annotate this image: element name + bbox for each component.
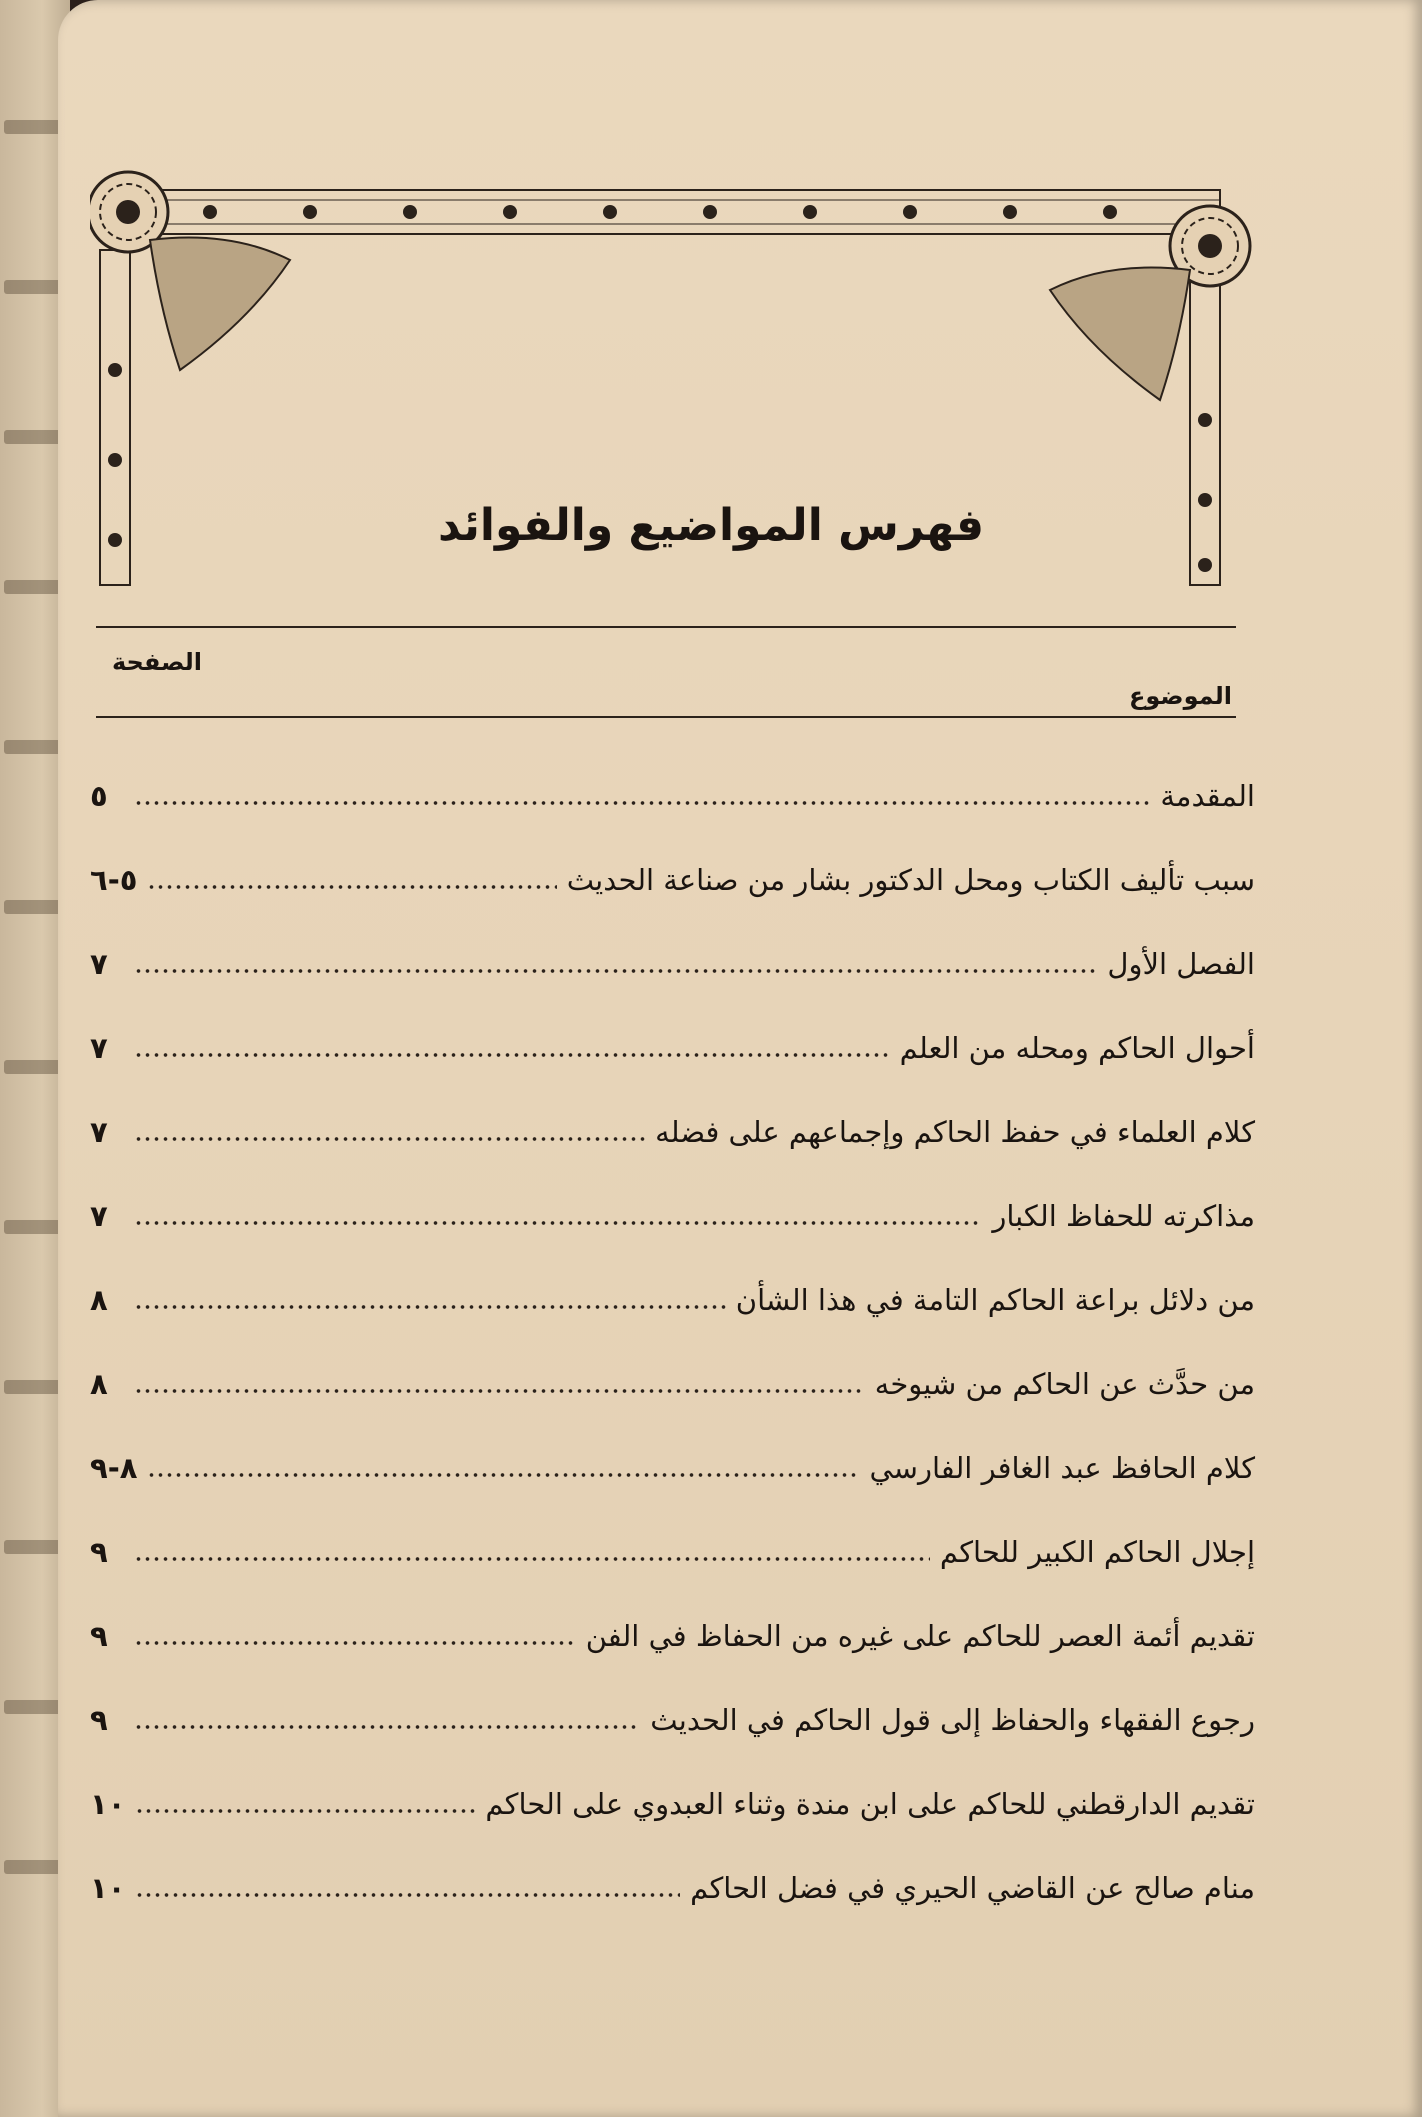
dot-leader <box>134 1305 726 1309</box>
toc-entry-topic: إجلال الحاكم الكبير للحاكم <box>939 1535 1255 1569</box>
toc-entry-topic: أحوال الحاكم ومحله من العلم <box>899 1031 1255 1065</box>
toc-entry-topic: من دلائل براعة الحاكم التامة في هذا الشأن <box>735 1283 1255 1317</box>
toc-entry <box>90 938 1255 990</box>
toc-entry-topic: كلام الحافظ عبد الغافر الفارسي <box>869 1451 1255 1485</box>
dot-leader <box>134 1221 982 1225</box>
toc-entry-topic: منام صالح عن القاضي الحيري في فضل الحاكم <box>690 1871 1255 1905</box>
toc-entry-topic: المقدمة <box>1160 779 1255 813</box>
toc-entry-page: ٧ <box>90 1115 108 1149</box>
toc-entry-page: ٧ <box>90 947 108 981</box>
dot-leader <box>134 1389 865 1393</box>
toc-entry <box>90 770 1255 822</box>
toc-entry <box>90 1106 1255 1158</box>
dot-leader <box>134 1557 930 1561</box>
toc-entry <box>90 1022 1255 1074</box>
toc-entry-topic: من حدَّث عن الحاكم من شيوخه <box>874 1367 1255 1401</box>
dot-leader <box>135 1809 475 1813</box>
header-rule-top <box>96 626 1236 628</box>
toc-entry <box>90 1274 1255 1326</box>
toc-entry-page: ٩ <box>90 1535 108 1569</box>
toc-entry-page: ٧ <box>90 1031 108 1065</box>
toc-entry-page: ٨ <box>90 1283 108 1317</box>
toc-entry-page: ٥ <box>90 779 108 813</box>
toc-entry-topic: مذاكرته للحفاظ الكبار <box>992 1199 1255 1233</box>
toc-entry-topic: رجوع الفقهاء والحفاظ إلى قول الحاكم في الحديث <box>650 1703 1255 1737</box>
column-header-page: الصفحة <box>112 648 203 676</box>
toc-entry-topic: الفصل الأول <box>1107 947 1255 981</box>
toc-entry <box>90 1526 1255 1578</box>
toc-entry <box>90 1610 1255 1662</box>
dot-leader <box>134 1725 640 1729</box>
toc-entry <box>90 1358 1255 1410</box>
toc-entry-page: ٨-٩ <box>90 1451 138 1485</box>
toc-entry-topic: كلام العلماء في حفظ الحاكم وإجماعهم على فضله <box>655 1115 1255 1149</box>
toc-entry-topic: تقديم أئمة العصر للحاكم على غيره من الحفاظ في الفن <box>585 1619 1255 1653</box>
column-header-topic: الموضوع <box>1128 682 1232 710</box>
toc-entry-page: ١٠ <box>90 1871 126 1905</box>
dot-leader <box>134 801 1150 805</box>
toc-entry <box>90 1778 1255 1830</box>
toc-entry-page: ٧ <box>90 1199 108 1233</box>
page-title: فهرس المواضيع والفوائد <box>437 500 985 551</box>
dot-leader <box>134 1053 890 1057</box>
dot-leader <box>134 1641 576 1645</box>
dot-leader <box>147 1473 859 1477</box>
toc-entry-page: ٨ <box>90 1367 108 1401</box>
toc-entry-topic: تقديم الدارقطني للحاكم على ابن مندة وثناء العبدوي على الحاكم <box>485 1787 1255 1821</box>
toc-entry <box>90 1862 1255 1914</box>
dot-leader <box>147 885 556 889</box>
toc-entry-page: ١٠ <box>90 1787 126 1821</box>
toc-entry-page: ٥-٦ <box>90 863 138 897</box>
dot-leader <box>135 1893 680 1897</box>
dot-leader <box>134 1137 645 1141</box>
toc-entry <box>90 1694 1255 1746</box>
toc-entry <box>90 854 1255 906</box>
toc-entry <box>90 1190 1255 1242</box>
header-rule-bottom <box>96 716 1236 718</box>
toc-entry <box>90 1442 1255 1494</box>
toc-entry-topic: سبب تأليف الكتاب ومحل الدكتور بشار من صناعة الحديث <box>566 863 1255 897</box>
toc-entry-page: ٩ <box>90 1619 108 1653</box>
toc-entry-page: ٩ <box>90 1703 108 1737</box>
dot-leader <box>134 969 1097 973</box>
